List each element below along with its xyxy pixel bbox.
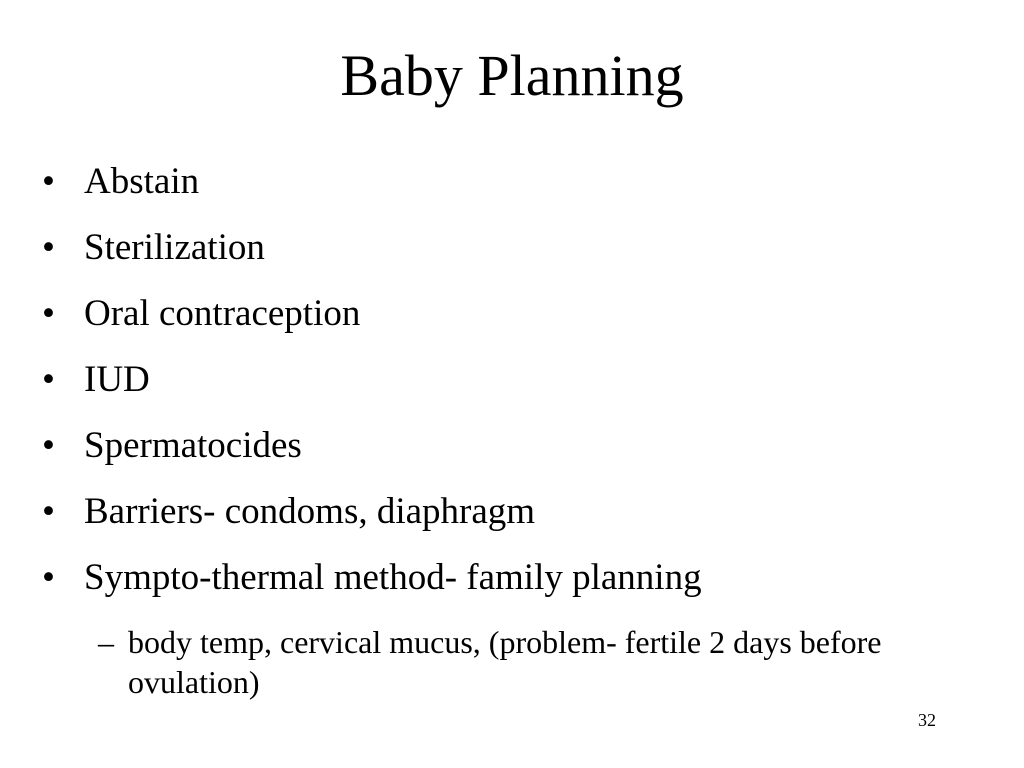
bullet-item-sympto-thermal [42,556,982,599]
bullet-text: Sterilization [84,227,265,268]
slide-title: Baby Planning [340,43,684,108]
bullet-text: Spermatocides [84,425,302,466]
bullet-item-iud [42,358,982,401]
bullet-text: Sympto-thermal method- family planning [84,557,702,598]
bullet-marker: • [42,491,55,532]
bullet-text: IUD [84,359,150,400]
sub-bullet-list [98,622,968,702]
bullet-item-barriers [42,490,982,533]
bullet-marker: • [42,293,55,334]
bullet-text: Barriers- condoms, diaphragm [84,491,536,532]
sub-bullet-text: body temp, cervical mucus, (problem- fertile 2 days before ovulation) [128,624,882,700]
bullet-item-abstain [42,160,982,203]
bullet-marker: • [42,557,55,598]
bullet-text: Abstain [84,161,200,202]
sub-bullet-marker: – [98,624,114,660]
bullet-list [42,160,982,622]
bullet-marker: • [42,425,55,466]
sub-bullet-item [98,622,968,702]
bullet-text: Oral contraception [84,293,361,334]
bullet-marker: • [42,359,55,400]
bullet-item-oral-contraception [42,292,982,335]
bullet-marker: • [42,227,55,268]
bullet-item-sterilization [42,226,982,269]
bullet-item-spermatocides [42,424,982,467]
page-number: 32 [918,710,936,730]
bullet-marker: • [42,161,55,202]
